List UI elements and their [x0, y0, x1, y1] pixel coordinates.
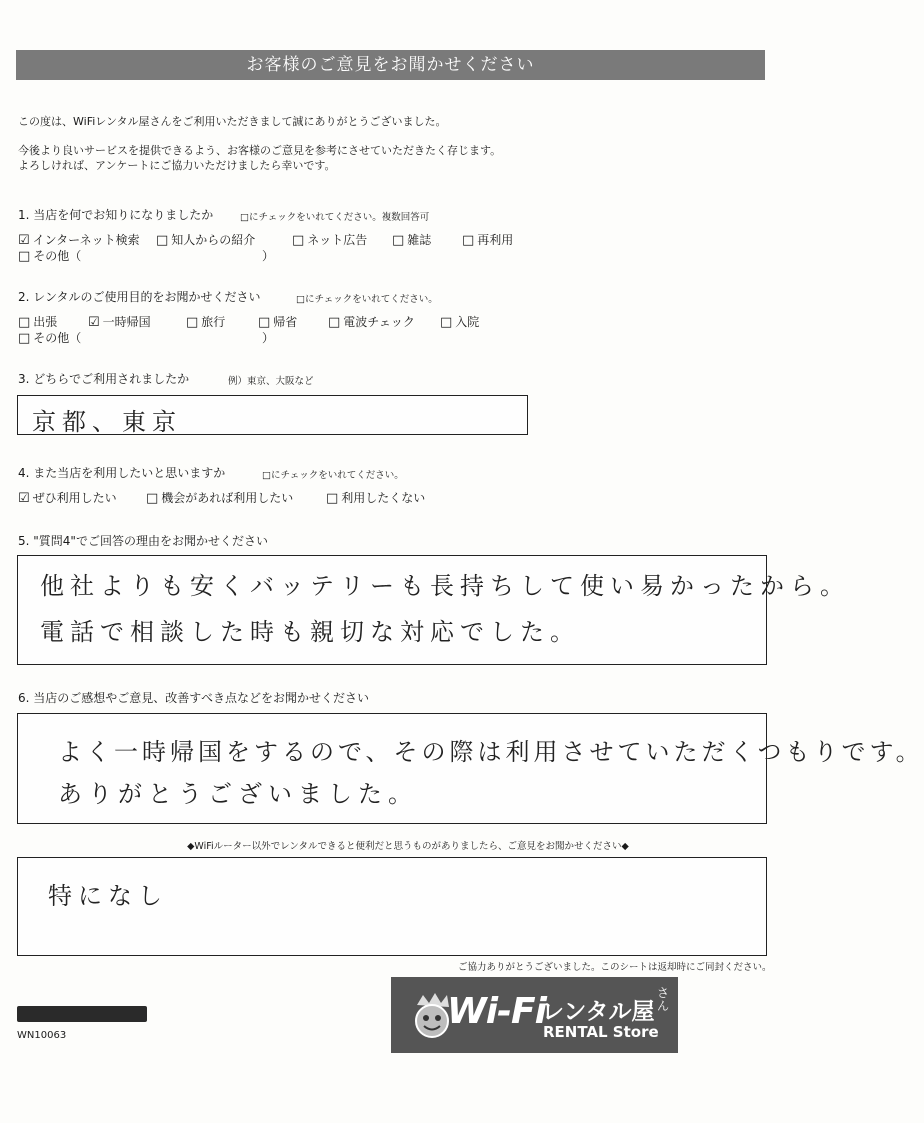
logo-rental-jp: レンタル屋	[541, 999, 655, 1025]
q2-option-temp-return[interactable]	[88, 313, 151, 330]
checkbox-icon[interactable]: □	[18, 249, 31, 264]
option-label: 機会があれば利用したい	[161, 491, 294, 505]
q4-option-no[interactable]	[326, 489, 425, 506]
checkbox-icon[interactable]: □	[18, 315, 31, 330]
q6-answer-line-2: ありがとうございました。	[58, 780, 418, 808]
option-label: 電波チェック	[343, 315, 415, 329]
intro-line-1: この度は、WiFiレンタル屋さんをご利用いただきまして誠にありがとうございました。	[18, 115, 447, 128]
redacted-barcode	[17, 1006, 147, 1022]
q6-answer-box[interactable]	[17, 713, 924, 824]
q3-answer: 京都、東京	[32, 408, 182, 436]
option-label: 再利用	[477, 233, 514, 247]
option-label: 入院	[455, 315, 480, 329]
checkbox-icon[interactable]: □	[392, 233, 405, 248]
checkbox-icon[interactable]: □	[328, 315, 341, 330]
q2-option-hospital[interactable]	[440, 313, 479, 330]
checkbox-icon[interactable]: □	[326, 491, 339, 506]
q2-option-business[interactable]	[18, 313, 57, 330]
option-label: ネット広告	[307, 233, 368, 247]
q2-title: 2. レンタルのご使用目的をお聞かせください	[18, 290, 261, 304]
option-label: その他（	[33, 331, 82, 345]
intro-line-2: 今後より良いサービスを提供できるよう、お客様のご意見を参考にさせていただきたく存じます。	[18, 144, 502, 157]
q2-note: □にチェックをいれてください。	[296, 294, 438, 305]
q6-answer-line-1: よく一時帰国をするので、その際は利用させていただくつもりです。	[58, 738, 924, 766]
q1-option-net-ad[interactable]	[292, 231, 367, 248]
checkbox-checked-icon[interactable]: ☑	[18, 491, 30, 506]
intro-line-3: よろしければ、アンケートにご協力いただけましたら幸いです。	[18, 159, 336, 172]
checkbox-icon[interactable]: □	[258, 315, 271, 330]
option-label: 知人からの紹介	[171, 233, 256, 247]
checkbox-icon[interactable]: □	[18, 331, 31, 346]
brand-logo	[391, 977, 678, 1053]
q7-title: ◆WiFiルーター以外でレンタルできると便利だと思うものがありましたら、ご意見をお聞かせください◆	[187, 841, 629, 852]
q2-option-travel[interactable]	[186, 313, 225, 330]
option-label: ぜひ利用したい	[32, 491, 117, 505]
option-label: 一時帰国	[102, 315, 151, 329]
option-label: 旅行	[201, 315, 226, 329]
q2-option-homecoming[interactable]	[258, 313, 297, 330]
q1-title: 1. 当店を何でお知りになりましたか	[18, 208, 214, 222]
option-label: 出張	[33, 315, 58, 329]
option-label: その他（	[33, 249, 82, 263]
option-label: 雑誌	[407, 233, 432, 247]
sheet-code: WN10063	[17, 1030, 67, 1041]
q5-title: 5. "質問4"でご回答の理由をお聞かせください	[18, 534, 268, 548]
thanks-note: ご協力ありがとうございました。このシートは返却時にご同封ください。	[458, 962, 772, 973]
q1-option-magazine[interactable]	[392, 231, 431, 248]
logo-san: さん	[657, 986, 670, 1013]
checkbox-icon[interactable]: □	[146, 491, 159, 506]
q3-answer-box[interactable]	[17, 395, 528, 435]
q5-answer-box[interactable]	[17, 555, 850, 665]
q2-other-close: ）	[262, 331, 275, 345]
option-label: 利用したくない	[341, 491, 426, 505]
checkbox-icon[interactable]: □	[440, 315, 453, 330]
option-label: インターネット検索	[32, 233, 140, 247]
q2-option-signal-check[interactable]	[328, 313, 415, 330]
q5-answer-line-2: 電話で相談した時も親切な対応でした。	[40, 618, 580, 646]
q1-note: □にチェックをいれてください。複数回答可	[240, 212, 430, 223]
q1-option-internet[interactable]	[18, 231, 140, 248]
q4-option-maybe[interactable]	[146, 489, 293, 506]
logo-wifi-text: Wi-Fi	[447, 991, 546, 1032]
q2-option-other[interactable]	[18, 329, 81, 346]
q3-title: 3. どちらでご利用されましたか	[18, 372, 190, 386]
q4-option-definitely[interactable]	[18, 489, 117, 506]
q7-answer: 特になし	[48, 882, 168, 910]
checkbox-checked-icon[interactable]: ☑	[88, 315, 100, 330]
checkbox-icon[interactable]: □	[462, 233, 475, 248]
q4-note: □にチェックをいれてください。	[262, 470, 404, 481]
q1-option-reuse[interactable]	[462, 231, 513, 248]
q3-note: 例）東京、大阪など	[228, 376, 314, 387]
checkbox-icon[interactable]: □	[156, 233, 169, 248]
checkbox-icon[interactable]: □	[186, 315, 199, 330]
survey-title: お客様のご意見をお聞かせください	[16, 50, 765, 80]
q4-title: 4. また当店を利用したいと思いますか	[18, 466, 226, 480]
q1-option-other[interactable]	[18, 247, 81, 264]
option-label: 帰省	[273, 315, 298, 329]
checkbox-icon[interactable]: □	[292, 233, 305, 248]
q5-answer-line-1: 他社よりも安くバッテリーも長持ちして使い易かったから。	[40, 572, 850, 600]
q7-answer-box[interactable]	[17, 857, 767, 956]
q1-option-referral[interactable]	[156, 231, 255, 248]
q6-title: 6. 当店のご感想やご意見、改善すべき点などをお聞かせください	[18, 691, 370, 705]
checkbox-checked-icon[interactable]: ☑	[18, 233, 30, 248]
logo-rental-store: RENTAL Store	[543, 1023, 659, 1041]
q1-other-close: ）	[262, 249, 275, 263]
